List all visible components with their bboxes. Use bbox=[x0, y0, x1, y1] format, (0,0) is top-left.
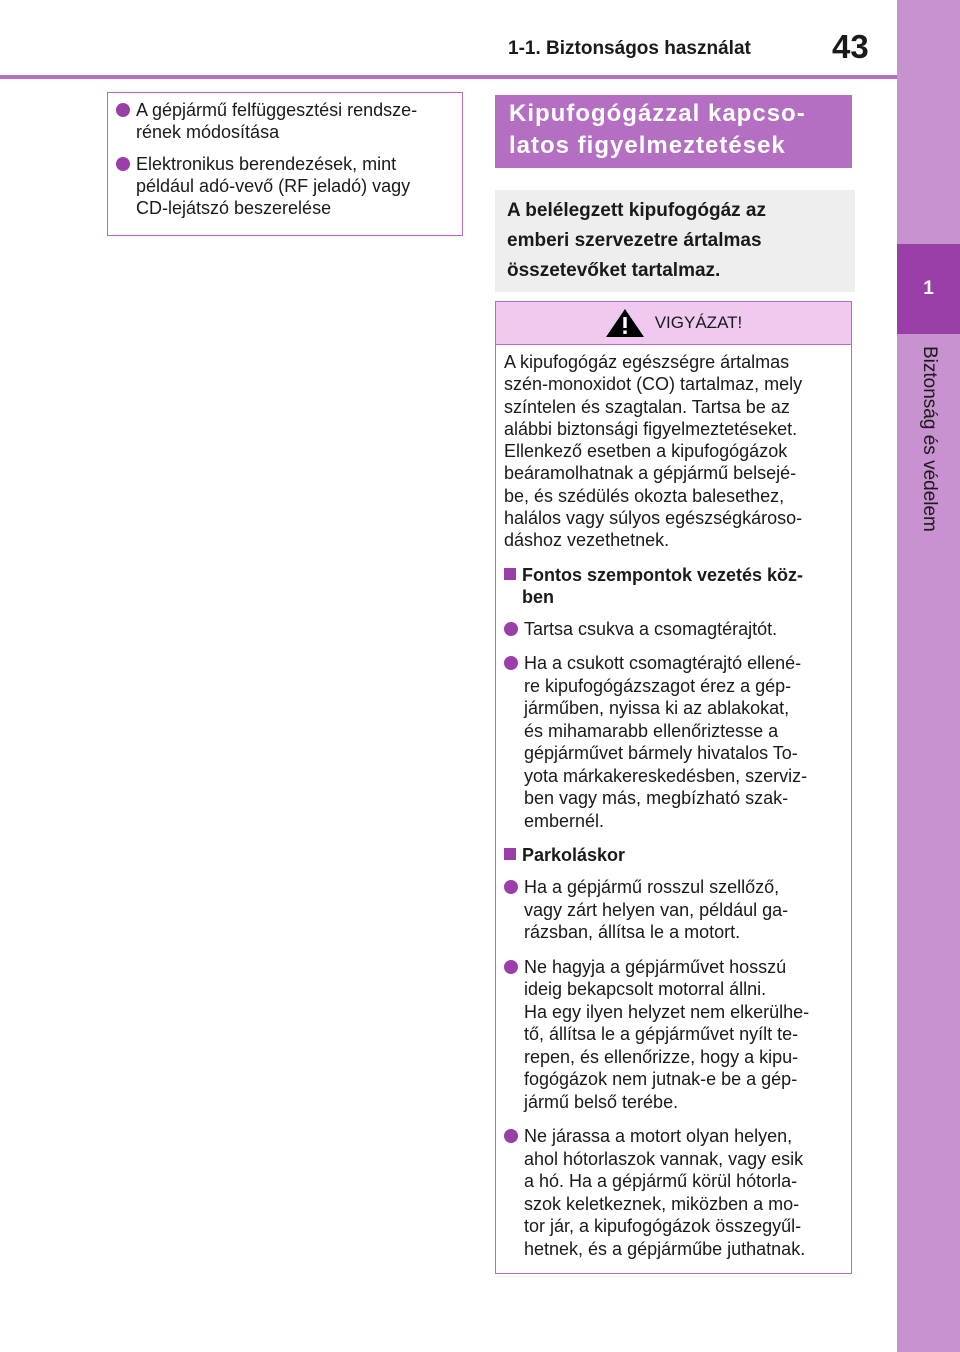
bullet-icon bbox=[504, 1129, 518, 1143]
warning-header bbox=[496, 302, 851, 345]
chapter-label: Biztonság és védelem bbox=[919, 346, 940, 532]
warning-title: VIGYÁZAT! bbox=[654, 313, 743, 332]
chapter-number: 1 bbox=[923, 278, 934, 299]
subheading-text: Parkoláskor bbox=[522, 845, 626, 866]
warning-body bbox=[496, 345, 851, 1260]
side-strip bbox=[897, 0, 960, 1352]
list-item-text: Tartsa csukva a csomagtérajtót. bbox=[524, 618, 778, 639]
subheading-text: Fontos szempontok vezetés köz- ben bbox=[522, 564, 804, 607]
list-item-text: Elektronikus berendezések, mint például adó-vevő (RF jeladó) vagy CD-lejátszó beszerelése bbox=[136, 154, 411, 218]
section-title: Kipufogógázzal kapcso- latos figyelmeztetések bbox=[495, 95, 852, 168]
bullet-icon bbox=[504, 656, 518, 670]
bullet-icon bbox=[504, 960, 518, 974]
warning-subheading bbox=[504, 844, 843, 866]
list-item bbox=[504, 876, 843, 944]
list-item bbox=[116, 99, 450, 143]
warning-triangle-icon bbox=[605, 308, 645, 338]
header-divider bbox=[0, 75, 897, 79]
list-item bbox=[504, 652, 843, 832]
list-item bbox=[504, 956, 843, 1114]
modification-list-box bbox=[107, 92, 463, 236]
list-item-text: Ha a csukott csomagtérajtó ellené- re kipufogógázszagot érez a gép- járműben, nyissa ki az ablakokat, és mihamarabb ellenőriztesse a gépjárművet bármely hivatalos To- yota márkakereskedésben, szerviz- ben vagy más, megbízható szak- embernél. bbox=[524, 653, 808, 831]
list-item-text: Ne járassa a motort olyan helyen, ahol hótorlaszok vannak, vagy esik a hó. Ha a gépjármű körül hótorla- szok keletkeznek, miközben a mo- tor jár, a kipufogógázok összegyűl- hetnek, és a gépjárműbe juthatnak. bbox=[524, 1126, 806, 1259]
page-header-title: 1-1. Biztonságos használat bbox=[508, 38, 751, 59]
bullet-icon bbox=[116, 157, 130, 171]
square-bullet-icon bbox=[504, 848, 516, 860]
square-bullet-icon bbox=[504, 568, 516, 580]
section-lead: A belélegzett kipufogógáz az emberi szervezetre ártalmas összetevőket tartalmaz. bbox=[495, 190, 855, 292]
bullet-icon bbox=[504, 622, 518, 636]
chapter-tab bbox=[897, 244, 960, 334]
bullet-icon bbox=[116, 103, 130, 117]
list-item-text: A gépjármű felfüggesztési rendsze- rének módosítása bbox=[136, 100, 418, 142]
list-item-text: Ha a gépjármű rosszul szellőző, vagy zárt helyen van, például ga- rázsban, állítsa le a motort. bbox=[524, 877, 789, 943]
list-item-text: Ne hagyja a gépjárművet hosszú ideig bekapcsolt motorral állni. Ha egy ilyen helyzet nem elkerülhe- tő, állítsa le a gépjárművet nyílt te- repen, és ellenőrizze, hogy a kipu- fogógázok nem jutnak-e be a gép- jármű belső terébe. bbox=[524, 956, 810, 1112]
warning-subheading bbox=[504, 564, 843, 608]
warning-intro: A kipufogógáz egészségre ártalmas szén-monoxidot (CO) tartalmaz, mely színtelen és szagtalan. Tartsa be az alábbi biztonsági figyelmeztetéseket. Ellenkező esetben a kipufogógázok beáramolhatnak a gépjármű belsejé- be, és szédülés okozta balesethez, halálos vagy súlyos egészségkároso- dáshoz vezethetnek. bbox=[504, 352, 803, 551]
page-number: 43 bbox=[832, 28, 869, 65]
warning-box bbox=[495, 301, 852, 1274]
list-item bbox=[116, 153, 450, 219]
list-item bbox=[504, 618, 843, 641]
bullet-icon bbox=[504, 880, 518, 894]
list-item bbox=[504, 1125, 843, 1260]
